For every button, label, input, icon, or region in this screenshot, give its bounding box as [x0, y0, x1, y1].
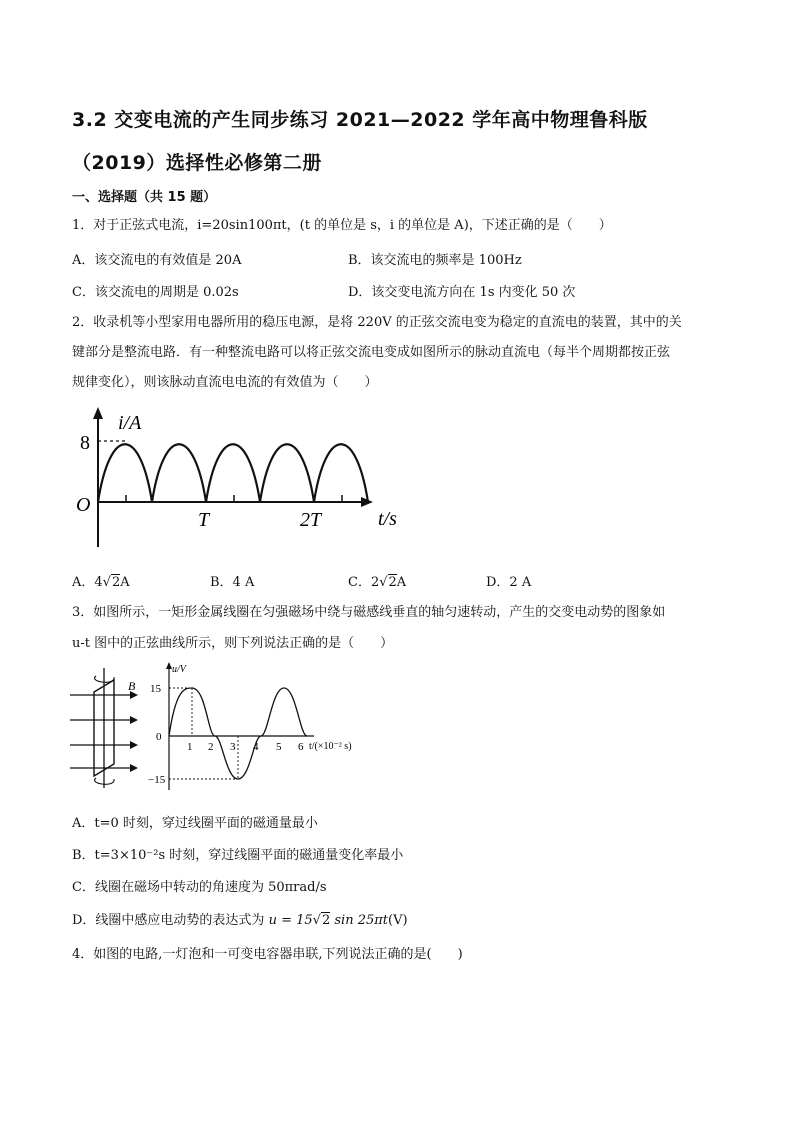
q3-y-bottom-label: −15 — [148, 774, 166, 786]
question-2-option-b: B．4 A — [210, 575, 255, 590]
radical-sign: √ — [102, 575, 111, 590]
question-2-option-a — [72, 571, 130, 590]
q3-y-top-label: 15 — [150, 683, 161, 695]
q2-option-c-unit: A — [396, 575, 407, 590]
question-1-stem: 1．对于正弦式电流，i=20sin100πt，(t 的单位是 s，i 的单位是 A)，下述正确的是（ ） — [72, 218, 612, 233]
q2-x-axis-label: t/s — [378, 508, 397, 530]
q3-x-tick-label: 6 — [298, 741, 304, 753]
question-3-coil-and-emf-graph — [66, 660, 366, 792]
question-2-rectified-current-graph — [70, 405, 420, 555]
magnetic-field-lines — [70, 695, 134, 768]
question-3-option-b: B．t=3×10⁻²s 时刻，穿过线圈平面的磁通量变化率最小 — [72, 848, 404, 863]
q2-option-a-unit: A — [120, 575, 130, 590]
question-3-option-d — [72, 909, 408, 928]
q3-x-tick-label: 1 — [187, 741, 193, 753]
question-4-stem: 4．如图的电路,一灯泡和一可变电容器串联,下列说法正确的是( ) — [72, 947, 463, 962]
q2-option-c-prefix: C．2 — [348, 575, 380, 590]
question-1-option-b: B．该交流电的频率是 100Hz — [348, 253, 522, 268]
question-1-option-c: C．该交流电的周期是 0.02s — [72, 285, 239, 300]
field-label-B: B — [128, 679, 136, 693]
q3-x-axis-label: t/(×10⁻² s) — [309, 741, 352, 752]
q3-x-tick-label: 2 — [208, 741, 214, 753]
q2-peak-label: 8 — [80, 432, 90, 454]
question-2-option-d: D．2 A — [486, 575, 532, 590]
q2-rectified-sine-curve — [98, 444, 368, 502]
question-2-stem-line3: 规律变化），则该脉动直流电电流的有效值为（ ） — [72, 375, 378, 390]
q3-x-tick-label: 4 — [253, 741, 259, 753]
question-3-option-a: A．t=0 时刻，穿过线圈平面的磁通量最小 — [72, 816, 318, 831]
q3-option-d-formula-a: u = 15 — [268, 913, 313, 928]
q3-x-tick-label: 3 — [230, 741, 236, 753]
q3-option-d-prefix: D．线圈中感应电动势的表达式为 — [72, 913, 265, 928]
document-title-line1: 3.2 交变电流的产生同步练习 2021—2022 学年高中物理鲁科版 — [72, 109, 648, 131]
q2-option-a-prefix: A．4 — [72, 575, 103, 590]
question-3-option-c: C．线圈在磁场中转动的角速度为 50πrad/s — [72, 880, 327, 895]
question-3-stem-line2: u-t 图中的正弦曲线所示，则下列说法正确的是（ ） — [72, 636, 394, 651]
q3-option-d-formula-c: (V) — [388, 913, 408, 928]
question-2-option-c — [348, 571, 406, 590]
q3-y-axis-label: u/V — [172, 664, 186, 675]
radical-sign: √ — [312, 913, 321, 928]
radical-sign: √ — [379, 575, 388, 590]
q3-option-d-radicand: 2 — [321, 913, 331, 928]
q3-option-d-formula-b: sin 25πt — [334, 913, 389, 928]
q2-y-axis-label: i/A — [118, 412, 142, 434]
q3-origin-label: 0 — [156, 731, 162, 743]
question-2-stem-line1: 2．收录机等小型家用电器所用的稳压电源，是将 220V 的正弦交流电变为稳定的直流电的装置，其中的关 — [72, 315, 682, 330]
question-1-option-a: A．该交流电的有效值是 20A — [72, 253, 242, 268]
question-2-stem-line2: 键部分是整流电路．有一种整流电路可以将正弦交流电变成如图所示的脉动直流电（每半个周期都按正弦 — [72, 345, 671, 360]
question-3-stem-line1: 3．如图所示，一矩形金属线圈在匀强磁场中绕与磁感线垂直的轴匀速转动，产生的交变电动势的图象如 — [72, 605, 666, 620]
q3-x-tick-label: 5 — [276, 741, 282, 753]
q2-origin-label: O — [76, 494, 91, 516]
q2-option-a-radicand: 2 — [111, 575, 121, 590]
q2-option-c-radicand: 2 — [388, 575, 397, 590]
q2-tick-label-T: T — [198, 509, 210, 531]
q2-tick-label-2T: 2T — [300, 509, 322, 531]
document-title-line2: （2019）选择性必修第二册 — [72, 152, 322, 174]
q2-y-axis-arrow — [93, 407, 103, 419]
section-heading: 一、选择题（共 15 题） — [72, 190, 217, 205]
field-arrowheads — [130, 691, 138, 772]
question-1-option-d: D．该交变电流方向在 1s 内变化 50 次 — [348, 285, 576, 300]
